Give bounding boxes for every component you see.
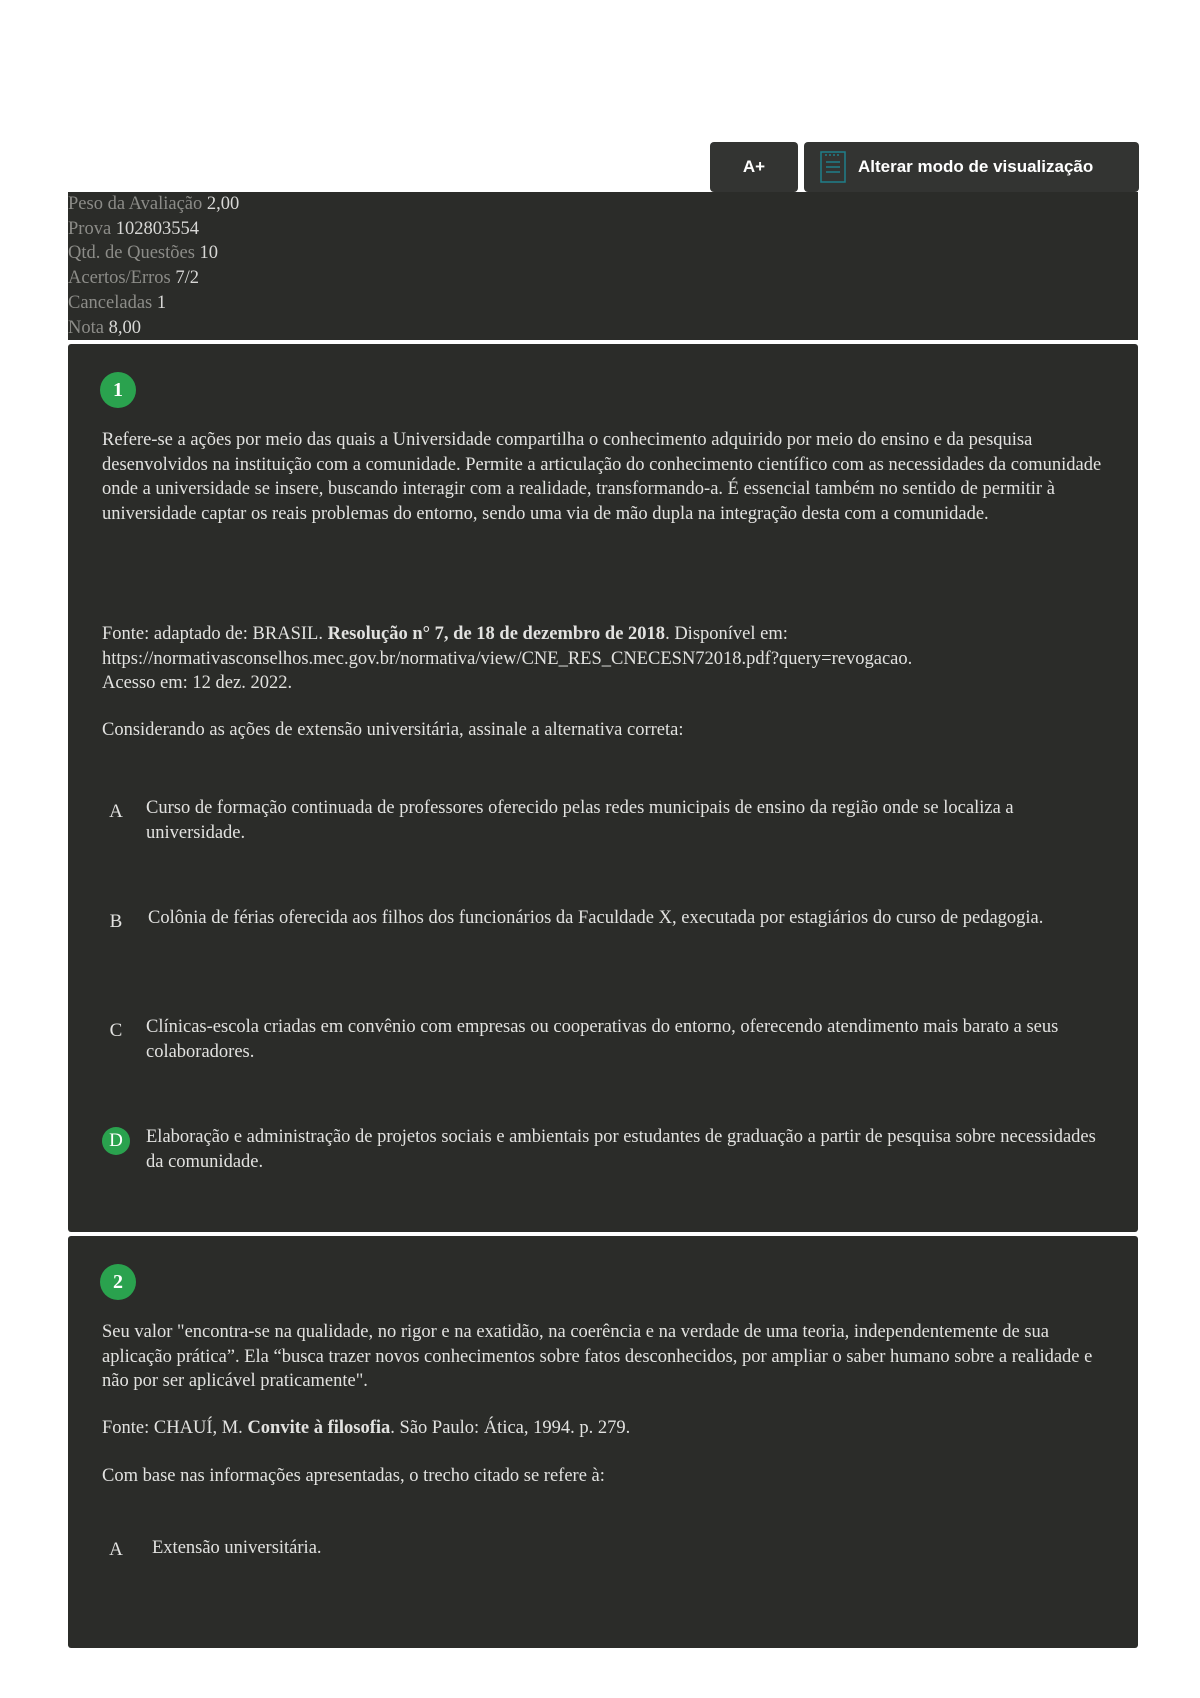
summary-question-count: Qtd. de Questões 10 bbox=[68, 243, 219, 264]
summary-cancelled: Canceladas 1 bbox=[68, 292, 167, 313]
option-a-letter[interactable]: A bbox=[109, 1539, 123, 1560]
option-c-letter[interactable]: C bbox=[109, 1020, 123, 1041]
option-a-text[interactable]: Extensão universitária. bbox=[152, 1538, 322, 1558]
question-card-2 bbox=[68, 1236, 1138, 1648]
question-text: Refere-se a ações por meio das quais a Universidade compartilha o conhecimento adquirido por meio do ensino e da pesquisa desenvolvidos na instituição com a comunidade. Permite a articulação do conhecimento científico com as necessidades da comunidade onde a universidade se insere, buscando interagir com a realidade, transformando-a. É essencial também no sentido de permitir à universidade captar os reais problemas do entorno, sendo uma via de mão dupla na integração desta com a comunidade. bbox=[102, 430, 1102, 524]
question-number-badge: 2 bbox=[100, 1264, 136, 1300]
summary-weight: Peso da Avaliação 2,00 bbox=[68, 194, 240, 214]
question-prompt: Com base nas informações apresentadas, o trecho citado se refere à: bbox=[102, 1466, 605, 1486]
option-a-letter[interactable]: A bbox=[109, 801, 123, 822]
summary-grade: Nota 8,00 bbox=[68, 317, 141, 338]
question-source: Fonte: CHAUÍ, M. Convite à filosofia. São Paulo: Ática, 1994. p. 279. bbox=[102, 1418, 631, 1438]
option-a-text[interactable]: Curso de formação continuada de professores oferecido pelas redes municipais de ensino da região onde se localiza a universidade. bbox=[146, 798, 1014, 843]
option-d-text[interactable]: Elaboração e administração de projetos sociais e ambientais por estudantes de graduação a partir de pesquisa sobre necessidades da comunidade. bbox=[146, 1127, 1096, 1172]
option-d-letter-selected[interactable]: D bbox=[102, 1127, 130, 1155]
source-url: https://normativasconselhos.mec.gov.br/normativa/view/CNE_RES_CNECESN72018.pdf?query=revogacao. bbox=[102, 648, 913, 669]
option-b-letter[interactable]: B bbox=[109, 911, 123, 932]
option-c-text[interactable]: Clínicas-escola criadas em convênio com empresas ou cooperativas do entorno, oferecendo atendimento mais barato a seus colaboradores. bbox=[146, 1017, 1059, 1062]
question-source: Fonte: adaptado de: BRASIL. Resolução n° 7, de 18 de dezembro de 2018. Disponível em: https://normativasconselhos.mec.gov.br/normativa/view/CNE_RES_CNECESN72018.pdf?query=revogacao. Acesso em: 12 dez. 2022. bbox=[102, 624, 913, 693]
question-prompt: Considerando as ações de extensão universitária, assinale a alternativa correta: bbox=[102, 720, 684, 740]
summary-right-wrong: Acertos/Erros 7/2 bbox=[68, 268, 200, 289]
exam-summary bbox=[68, 192, 1138, 340]
question-text: Seu valor "encontra-se na qualidade, no rigor e na exatidão, na coerência e na verdade de uma teoria, independentemente de sua aplicação prática”. Ela “busca trazer novos conhecimentos sobre fatos desconhecidos, por ampliar o saber humano sobre a realidade e não por ser aplicável praticamente". bbox=[102, 1322, 1093, 1391]
question-card-1 bbox=[68, 344, 1138, 1232]
change-view-mode-button[interactable] bbox=[804, 142, 1139, 192]
document-list-icon bbox=[820, 151, 846, 183]
summary-exam-id: Prova 102803554 bbox=[68, 218, 200, 239]
change-view-mode-label: Alterar modo de visualização bbox=[858, 157, 1094, 176]
font-size-increase-button[interactable]: A+ bbox=[710, 142, 798, 192]
question-number-badge: 1 bbox=[100, 372, 136, 408]
option-b-text[interactable]: Colônia de férias oferecida aos filhos dos funcionários da Faculdade X, executada por estagiários do curso de pedagogia. bbox=[148, 908, 1044, 928]
toolbar bbox=[710, 142, 1139, 192]
